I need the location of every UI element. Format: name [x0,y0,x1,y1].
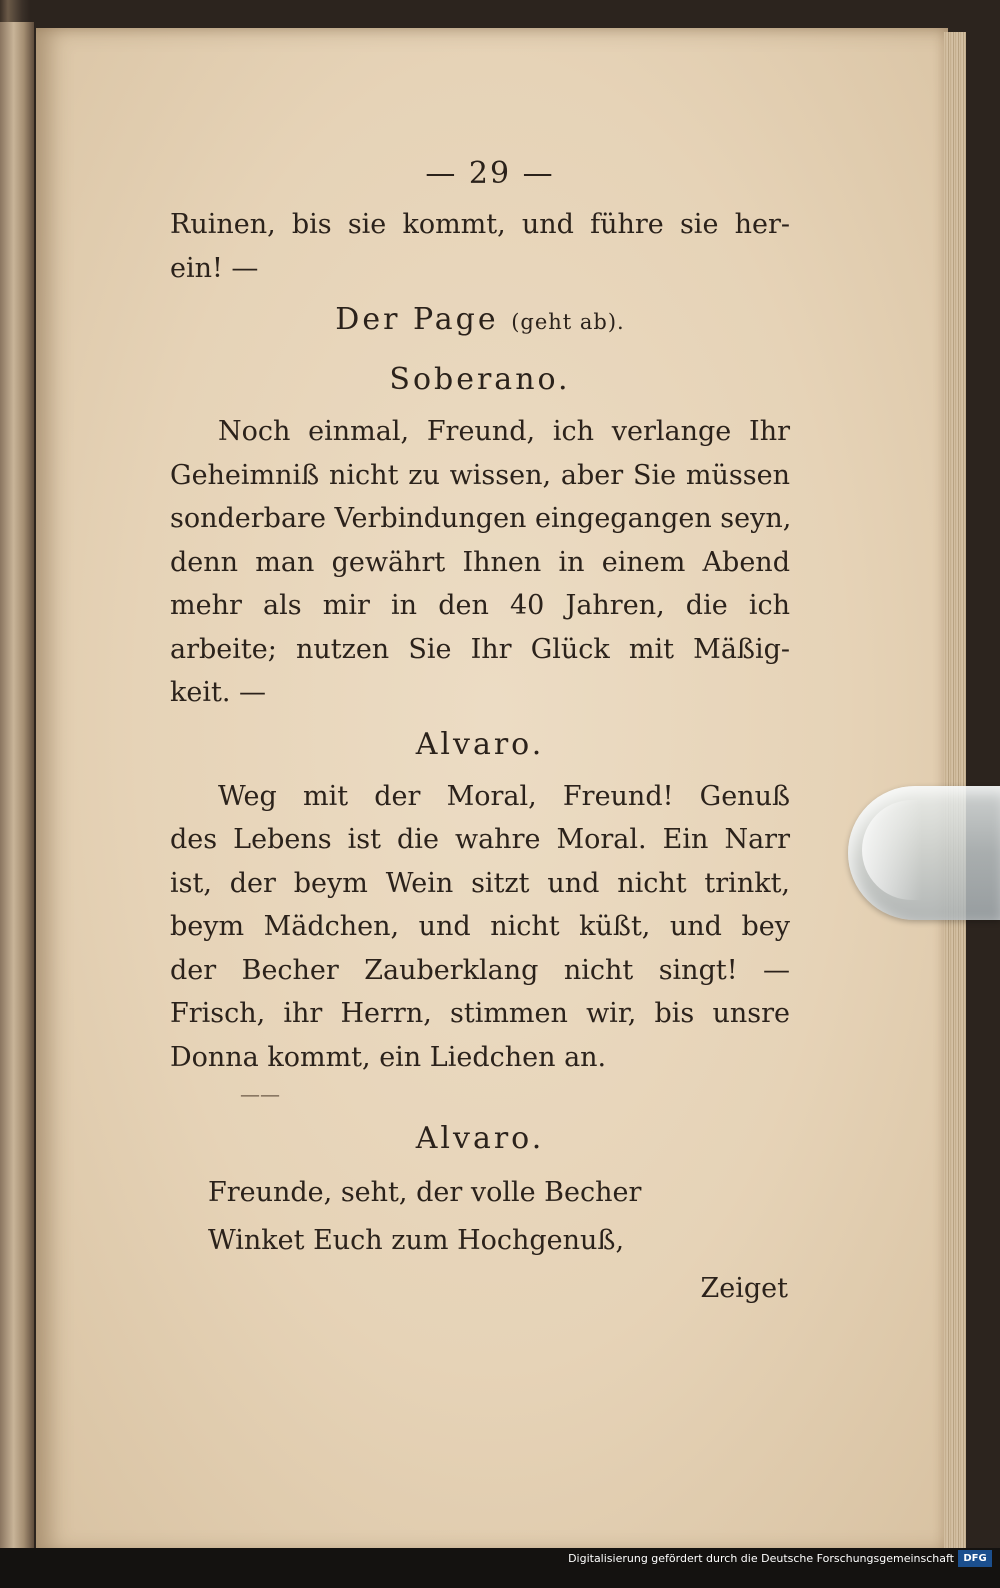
page-number: — 29 — [425,156,555,191]
stage-direction: (geht ab). [511,310,625,334]
text-line: ist, der beym Wein sitzt und nicht trinkt, [170,867,790,899]
page-text [170,145,790,1313]
text-line: beym Mädchen, und nicht küßt, und bey [170,911,790,942]
speaker-heading-page [170,290,790,350]
text-line: Frisch, ihr Herrn, stimmen wir, bis unsre [170,998,790,1029]
separator-dash: —— [240,1082,280,1106]
text-line: Donna kommt, ein Liedchen an. [170,1041,607,1073]
text-line: sonderbare Verbindungen eingegangen seyn, [170,503,792,534]
verse-line: Winket Euch zum Hochgenuß, [208,1225,625,1256]
text-line: arbeite; nutzen Sie Ihr Glück mit Mäßig- [170,633,790,665]
dfg-logo-icon: DFG [958,1550,992,1567]
text-line: Weg mit der Moral, Freund! Genuß [218,780,790,812]
catchword: Zeiget [700,1273,788,1304]
text-line: Ruinen, bis sie kommt, und führe sie her- [170,209,790,240]
text-line: Noch einmal, Freund, ich verlange Ihr [218,416,790,447]
text-line: keit. — [170,677,266,708]
text-line: ein! — [170,252,259,284]
text-line: des Lebens ist die wahre Moral. Ein Narr [170,824,790,855]
text-line: der Becher Zauberklang nicht singt! — [170,954,790,986]
speaker-heading-soberano: Soberano. [389,362,571,397]
footer-credit: Digitalisierung gefördert durch die Deutsche Forschungsgemeinschaft [568,1552,954,1565]
text-line: Geheimniß nicht zu wissen, aber Sie müssen [170,459,790,491]
text-line: denn man gewährt Ihnen in einem Abend [170,546,790,578]
text-line: mehr als mir in den 40 Jahren, die ich [170,590,790,621]
facing-page-edge [0,22,34,1552]
speaker-name: Der Page [335,302,499,337]
speaker-heading-alvaro-2: Alvaro. [415,1121,545,1156]
speaker-heading-alvaro: Alvaro. [415,726,545,762]
verse-line: Freunde, seht, der volle Becher [208,1177,642,1208]
